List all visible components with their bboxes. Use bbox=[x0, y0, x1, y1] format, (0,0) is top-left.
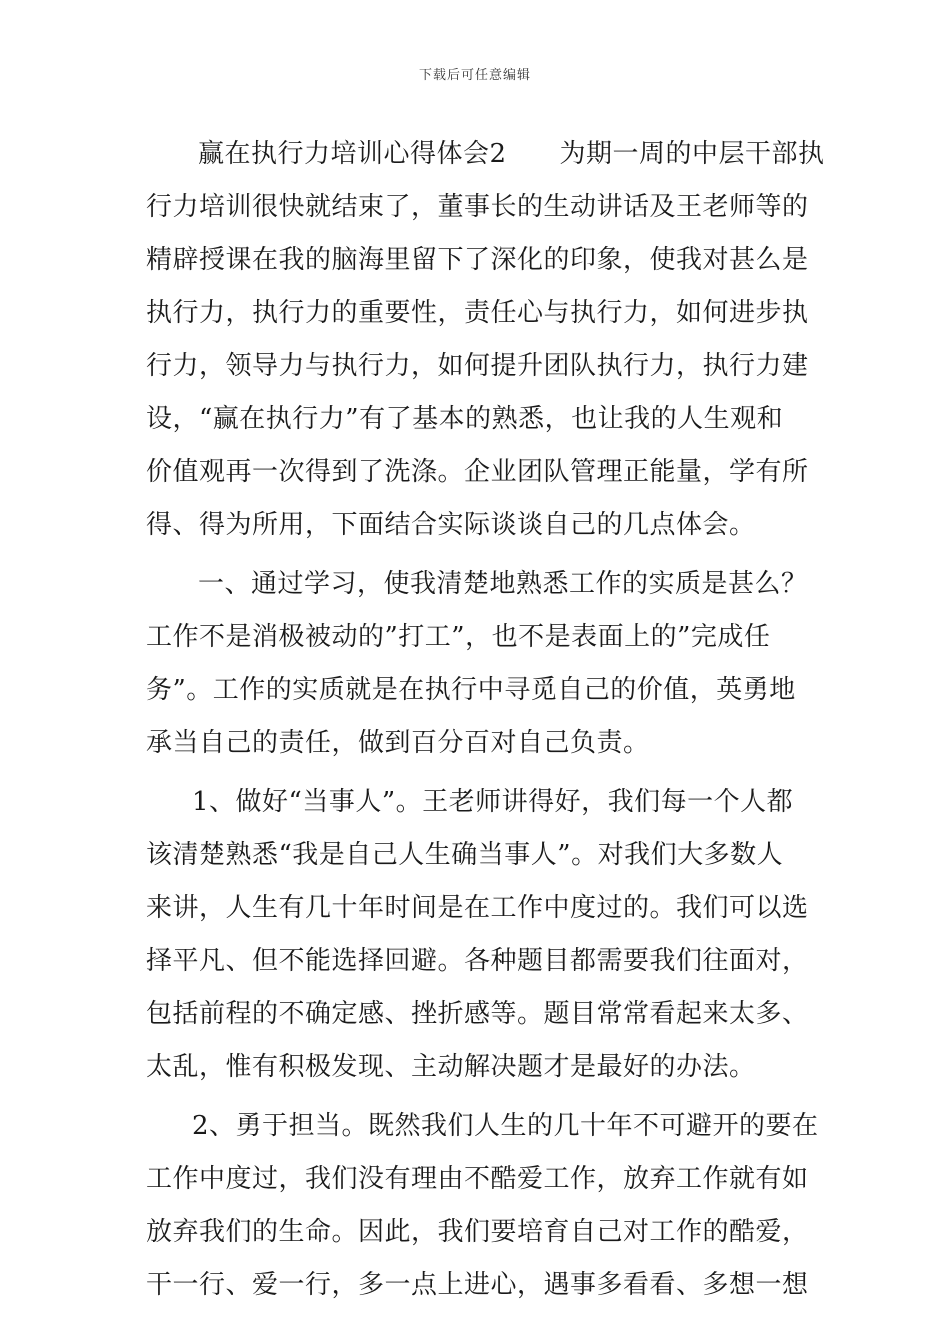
text-line: 该清楚熟悉“我是自己人生确当事人”。对我们大多数人 bbox=[146, 840, 784, 870]
text-line: 工作中度过，我们没有理由不酷爱工作，放弃工作就有如 bbox=[146, 1164, 809, 1194]
text-line: 精辟授课在我的脑海里留下了深化的印象，使我对甚么是 bbox=[146, 245, 809, 275]
text-line: 包括前程的不确定感、挫折感等。题目常常看起来太多、 bbox=[146, 999, 809, 1029]
text-line: 承当自己的责任，做到百分百对自己负责。 bbox=[146, 728, 650, 758]
text-line: 放弃我们的生命。因此，我们要培育自己对工作的酷爱， bbox=[146, 1217, 809, 1247]
text-line: 得、得为所用，下面结合实际谈谈自己的几点体会。 bbox=[146, 510, 756, 540]
download-note: 下载后可任意编辑 bbox=[418, 68, 531, 83]
text-line: 价值观再一次得到了洗涤。企业团队管理正能量，学有所 bbox=[146, 457, 809, 487]
text-line: 设，“赢在执行力”有了基本的熟悉，也让我的人生观和 bbox=[146, 404, 784, 434]
text-line: 务”。工作的实质就是在执行中寻觅自己的价值，英勇地 bbox=[146, 675, 796, 705]
text-line: 行力，领导力与执行力，如何提升团队执行力，执行力建 bbox=[146, 351, 809, 381]
text-line: 太乱，惟有积极发现、主动解决题才是最好的办法。 bbox=[146, 1052, 756, 1082]
point-heading-line: 2、勇于担当。既然我们人生的几十年不可避开的要在 bbox=[192, 1111, 819, 1141]
text-line: 行力培训很快就结束了，董事长的生动讲话及王老师等的 bbox=[146, 192, 809, 222]
text-line: 干一行、爱一行，多一点上进心，遇事多看看、多想一想 bbox=[146, 1270, 809, 1300]
point-heading-line: 1、做好“当事人”。王老师讲得好，我们每一个人都 bbox=[192, 787, 794, 817]
section-heading-line: 一、通过学习，使我清楚地熟悉工作的实质是甚么？ bbox=[198, 569, 808, 599]
text-line: 择平凡、但不能选择回避。各种题目都需要我们往面对， bbox=[146, 946, 809, 976]
document-body bbox=[146, 128, 826, 1312]
text-line: 工作不是消极被动的”打工”，也不是表面上的”完成任 bbox=[146, 622, 771, 652]
text-line: 执行力，执行力的重要性，责任心与执行力，如何进步执 bbox=[146, 298, 809, 328]
text-line: 赢在执行力培训心得体会2 为期一周的中层干部执 bbox=[198, 139, 825, 169]
text-line: 来讲，人生有几十年时间是在工作中度过的。我们可以选 bbox=[146, 893, 809, 923]
